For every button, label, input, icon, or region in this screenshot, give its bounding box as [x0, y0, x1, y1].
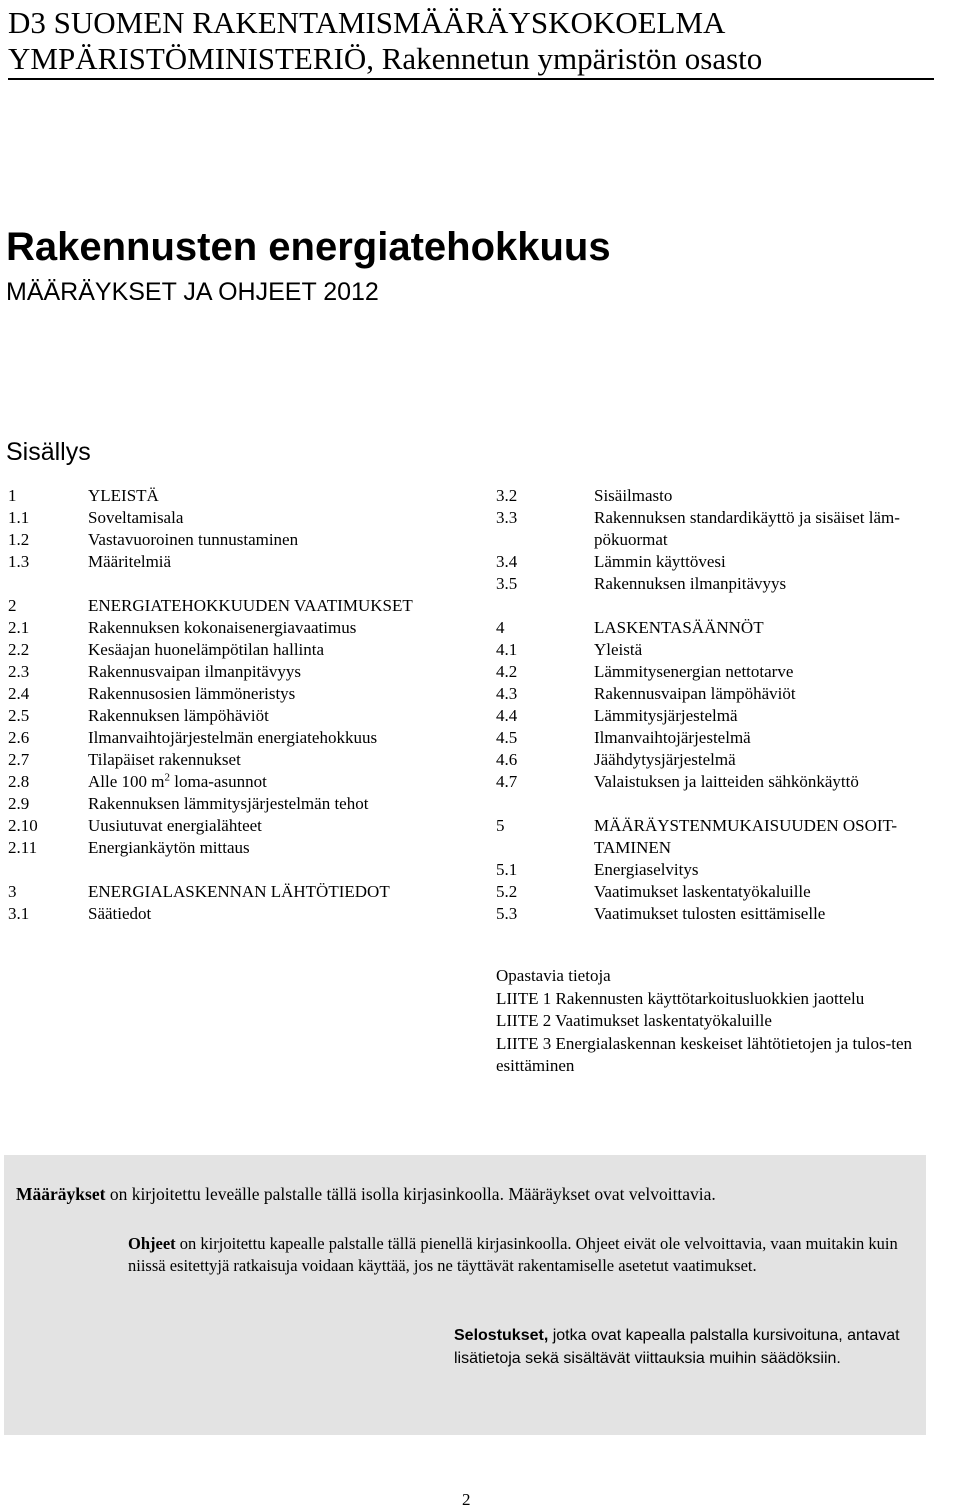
- toc-item-title: Määritelmiä: [88, 552, 172, 571]
- explanations-note: [454, 1325, 904, 1370]
- toc-item-title: Soveltamisala: [88, 508, 184, 527]
- toc-item: [496, 507, 956, 551]
- toc-item: [8, 683, 468, 705]
- toc-item-number: 1.2: [8, 530, 30, 549]
- regulations-note: [16, 1183, 716, 1205]
- toc-item-number: 2.11: [8, 838, 38, 857]
- toc-item: [496, 881, 956, 903]
- appendix-3: LIITE 3 Energialaskennan keskeiset lähtötietojen ja tulos-ten esittäminen: [496, 1033, 913, 1075]
- toc-item-title: MÄÄRÄYSTENMUKAISUUDEN OSOIT-TAMINEN: [594, 816, 898, 857]
- ministry-line: YMPÄRISTÖMINISTERIÖ, Rakennetun ympäristön osasto: [8, 41, 763, 76]
- toc-item-title: Rakennusosien lämmöneristys: [88, 684, 296, 703]
- toc-item-number: 5.1: [496, 860, 518, 879]
- toc-item-title: ENERGIALASKENNAN LÄHTÖTIEDOT: [88, 882, 390, 901]
- toc-item-title: Rakennusvaipan ilmanpitävyys: [88, 662, 301, 681]
- explanations-text: jotka ovat kapealla palstalla kursivoituna, antavat lisätietoja sekä sisältävät viittauksia muihin säädöksiin.: [454, 1327, 900, 1367]
- toc-heading: Sisällys: [6, 438, 91, 466]
- superscript: 2: [164, 771, 170, 784]
- toc-item: [8, 727, 468, 749]
- toc-item: [8, 705, 468, 727]
- toc-item-number: 4.5: [496, 728, 518, 747]
- toc-item: [8, 551, 468, 573]
- toc-item-number: 2.1: [8, 618, 30, 637]
- toc-item-title: Energiaselvitys: [594, 860, 699, 879]
- toc-item: [496, 771, 956, 793]
- guidance-heading: Opastavia tietoja: [496, 966, 611, 985]
- toc-item-number: 1: [8, 486, 17, 505]
- toc-item-title: Sisäilmasto: [594, 486, 673, 505]
- toc-item-number: 4.3: [496, 684, 518, 703]
- guidance-block: [496, 965, 958, 1078]
- toc-item-title: Ilmanvaihtojärjestelmä: [594, 728, 751, 747]
- toc-item: [496, 617, 956, 639]
- toc-item-title: [88, 771, 468, 793]
- toc-item-number: 2: [8, 596, 17, 615]
- toc-item: [8, 837, 468, 859]
- toc-item-title-start: Alle 100 m: [88, 772, 165, 791]
- toc-item-number: 4.2: [496, 662, 518, 681]
- toc-item: [496, 705, 956, 727]
- toc-item-title-end: loma-asunnot: [170, 772, 267, 791]
- toc-item-title: Rakennuksen lämmitysjärjestelmän tehot: [88, 794, 369, 813]
- regulations-label: Määräykset: [16, 1184, 106, 1204]
- toc-item: [8, 595, 468, 617]
- toc-item: [496, 727, 956, 749]
- toc-item-title: Rakennusvaipan lämpöhäviöt: [594, 684, 796, 703]
- toc-item-number: 4: [496, 618, 505, 637]
- appendix-2: LIITE 2 Vaatimukset laskentatyökaluille: [496, 1011, 772, 1030]
- toc-item-title: Valaistuksen ja laitteiden sähkönkäyttö: [594, 772, 859, 791]
- toc-item-number: 3.1: [8, 904, 30, 923]
- toc-item-number: 2.7: [8, 750, 30, 769]
- regulations-text: on kirjoitettu leveälle palstalle tällä isolla kirjasinkoolla. Määräykset ovat velvoittavia.: [105, 1184, 716, 1204]
- toc-right-column: [496, 485, 956, 925]
- toc-item: [8, 661, 468, 683]
- toc-item-title: Rakennuksen standardikäyttö ja sisäiset läm-pökuormat: [594, 508, 900, 549]
- header-rule: [8, 78, 934, 80]
- toc-item: [8, 771, 468, 793]
- toc-left-column: [8, 485, 468, 925]
- toc-item: [496, 661, 956, 683]
- toc-item-number: 3.4: [496, 552, 518, 571]
- guidelines-text: on kirjoitettu kapealle palstalle tällä pienellä kirjasinkoolla. Ohjeet eivät ole velvoittavia, vaan muitakin kuin niissä esitettyjä ratkaisuja voidaan käyttää, jos ne täyttävät rakentamiselle asetetut vaatimukset.: [128, 1234, 898, 1275]
- toc-item-number: 2.10: [8, 816, 38, 835]
- toc-item-title: LASKENTASÄÄNNÖT: [594, 618, 764, 637]
- toc-item-title: Ilmanvaihtojärjestelmän energiatehokkuus: [88, 728, 378, 747]
- toc-item: [8, 903, 468, 925]
- toc-item-number: 5.2: [496, 882, 518, 901]
- toc-item-title: Energiankäytön mittaus: [88, 838, 250, 857]
- toc-item-number: 3: [8, 882, 17, 901]
- toc-item-title: Rakennuksen lämpöhäviöt: [88, 706, 269, 725]
- toc-item-title: Lämmin käyttövesi: [594, 552, 726, 571]
- toc-item-title: Lämmitysenergian nettotarve: [594, 662, 794, 681]
- toc-item-number: 4.6: [496, 750, 518, 769]
- toc-spacer: [496, 793, 956, 815]
- toc-item-number: 3.5: [496, 574, 518, 593]
- toc-item-title: Vaatimukset laskentatyökaluille: [594, 882, 811, 901]
- toc-item: [8, 617, 468, 639]
- toc-item-title: Uusiutuvat energialähteet: [88, 816, 262, 835]
- toc-item-number: 5: [496, 816, 505, 835]
- toc-item-title: Tilapäiset rakennukset: [88, 750, 241, 769]
- toc-item: [496, 859, 956, 881]
- toc-item-title: Säätiedot: [88, 904, 152, 923]
- explanations-label: Selostukset,: [454, 1327, 549, 1344]
- toc-item: [8, 881, 468, 903]
- document-title: Rakennusten energiatehokkuus: [6, 225, 611, 269]
- toc-item: [496, 683, 956, 705]
- guidelines-label: Ohjeet: [128, 1234, 176, 1253]
- toc-item-number: 2.5: [8, 706, 30, 725]
- toc-item: [8, 815, 468, 837]
- toc-spacer: [496, 595, 956, 617]
- toc-item-number: 2.4: [8, 684, 30, 703]
- toc-item-number: 4.7: [496, 772, 518, 791]
- toc-item-title: Jäähdytysjärjestelmä: [594, 750, 736, 769]
- toc-item-title: ENERGIATEHOKKUUDEN VAATIMUKSET: [88, 596, 413, 615]
- toc-item-title: Yleistä: [594, 640, 643, 659]
- guidelines-note: [128, 1233, 908, 1277]
- toc-item-title: Vaatimukset tulosten esittämiselle: [594, 904, 826, 923]
- toc-item: [8, 749, 468, 771]
- toc-item-number: 4.1: [496, 640, 518, 659]
- toc-item-number: 4.4: [496, 706, 518, 725]
- toc-item-number: 2.9: [8, 794, 30, 813]
- toc-item: [8, 485, 468, 507]
- toc-item: [8, 793, 468, 815]
- toc-item: [496, 551, 956, 573]
- series-title: D3 SUOMEN RAKENTAMISMÄÄRÄYSKOKOELMA: [8, 5, 726, 40]
- toc-item-number: 2.6: [8, 728, 30, 747]
- toc-item-number: 1.3: [8, 552, 30, 571]
- toc-item-number: 5.3: [496, 904, 518, 923]
- toc-item-title: Lämmitysjärjestelmä: [594, 706, 738, 725]
- toc-item-number: 3.3: [496, 508, 518, 527]
- toc-spacer: [8, 859, 468, 881]
- toc-item-number: 1.1: [8, 508, 30, 527]
- page-number: 2: [462, 1490, 471, 1509]
- toc-item: [8, 507, 468, 529]
- toc-item-number: 3.2: [496, 486, 518, 505]
- toc-item-number: 2.8: [8, 772, 30, 791]
- toc-item-number: 2.2: [8, 640, 30, 659]
- toc-item-title: Rakennuksen kokonaisenergiavaatimus: [88, 618, 357, 637]
- appendix-1: LIITE 1 Rakennusten käyttötarkoitusluokkien jaottelu: [496, 988, 865, 1008]
- toc-item-title: Vastavuoroinen tunnustaminen: [88, 530, 299, 549]
- toc-item: [496, 639, 956, 661]
- toc-item-title: Kesäajan huonelämpötilan hallinta: [88, 640, 325, 659]
- toc-item-number: 2.3: [8, 662, 30, 681]
- toc-item-title: Rakennuksen ilmanpitävyys: [594, 574, 787, 593]
- toc-item-title: YLEISTÄ: [88, 486, 159, 505]
- document-subtitle: MÄÄRÄYKSET JA OHJEET 2012: [6, 278, 379, 306]
- toc-item: [496, 903, 956, 925]
- toc-item: [8, 529, 468, 551]
- toc-item: [8, 639, 468, 661]
- toc-item: [496, 485, 956, 507]
- toc-item: [496, 749, 956, 771]
- toc-item: [496, 815, 956, 859]
- conventions-box: [4, 1155, 926, 1435]
- toc-item: [496, 573, 956, 595]
- toc-spacer: [8, 573, 468, 595]
